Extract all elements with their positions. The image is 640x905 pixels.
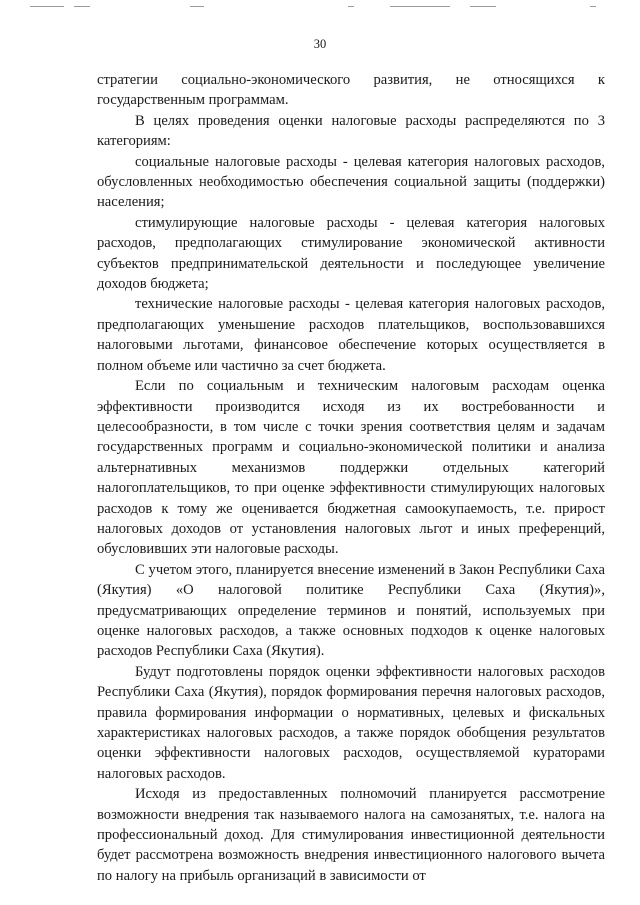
paragraph-stimulating-expenses: стимулирующие налоговые расходы - целевая категория налоговых расходов, предполагающих стимулирование экономической активности субъектов предпринимательской деятельности и последующее увеличение доходов бюджета; xyxy=(97,214,605,293)
paragraph-procedures: Будут подготовлены порядок оценки эффективности налоговых расходов Республики Саха (Якутия), порядок формирования перечня налоговых расходов, правила формирования информации о нормативных, целевых и фискальных характеристиках налоговых расходов, а также порядок обобщения результатов оценки эффективности налоговых расходов, осуществляемой кураторами налоговых расходов. xyxy=(97,663,605,782)
scan-artifacts xyxy=(30,6,620,9)
paragraph-efficiency-assessment: Если по социальным и техническим налоговым расходам оценка эффективности производится исходя из их востребованности и целесообразности, в том числе с точки зрения соответствия целям и задачам государственных программ и социально-экономической политики и анализа альтернативных механизмов поддержки отдельных категорий налогоплательщиков, то при оценке эффективности стимулирующих налоговых расходов к тому же оценивается бюджетная самоокупаемость, т.е. прирост налоговых доходов от установления налоговых льгот и иных преференций, обусловивших эти налоговые расходы. xyxy=(97,378,605,558)
page-number: 30 xyxy=(313,37,327,51)
paragraph-law-amendments: С учетом этого, планируется внесение изменений в Закон Республики Саха (Якутия) «О налоговой политике Республики Саха (Якутия)», предусматривающих определение терминов и понятий, используемых при оценке налоговых расходов, а также основных подходов к оценке налоговых расходов Республики Саха (Якутия). xyxy=(97,561,605,660)
paragraph-self-employed-tax: Исходя из предоставленных полномочий планируется рассмотрение возможности внедрения так называемого налога на самозанятых, т.е. налога на профессиональный доход. Для стимулирования инвестиционной деятельности будет рассмотрена возможность внедрения инвестиционного налогового вычета по налогу на прибыль организаций в зависимости от xyxy=(97,786,605,884)
paragraph-continuation: стратегии социально-экономического развития, не относящихся к государственным программам. xyxy=(97,72,605,109)
paragraph-social-expenses: социальные налоговые расходы - целевая категория налоговых расходов, обусловленных необходимостью обеспечения социальной защиты (поддержки) населения; xyxy=(97,153,605,211)
paragraph-categories-intro: В целях проведения оценки налоговые расходы распределяются по 3 категориям: xyxy=(97,112,605,150)
paragraph-technical-expenses: технические налоговые расходы - целевая категория налоговых расходов, предполагающих уменьшение расходов плательщиков, воспользовавшихся налоговыми льготами, финансовое обеспечение которых осуществляется в полном объеме или частично за счет бюджета. xyxy=(97,296,605,374)
document-body xyxy=(97,70,605,886)
